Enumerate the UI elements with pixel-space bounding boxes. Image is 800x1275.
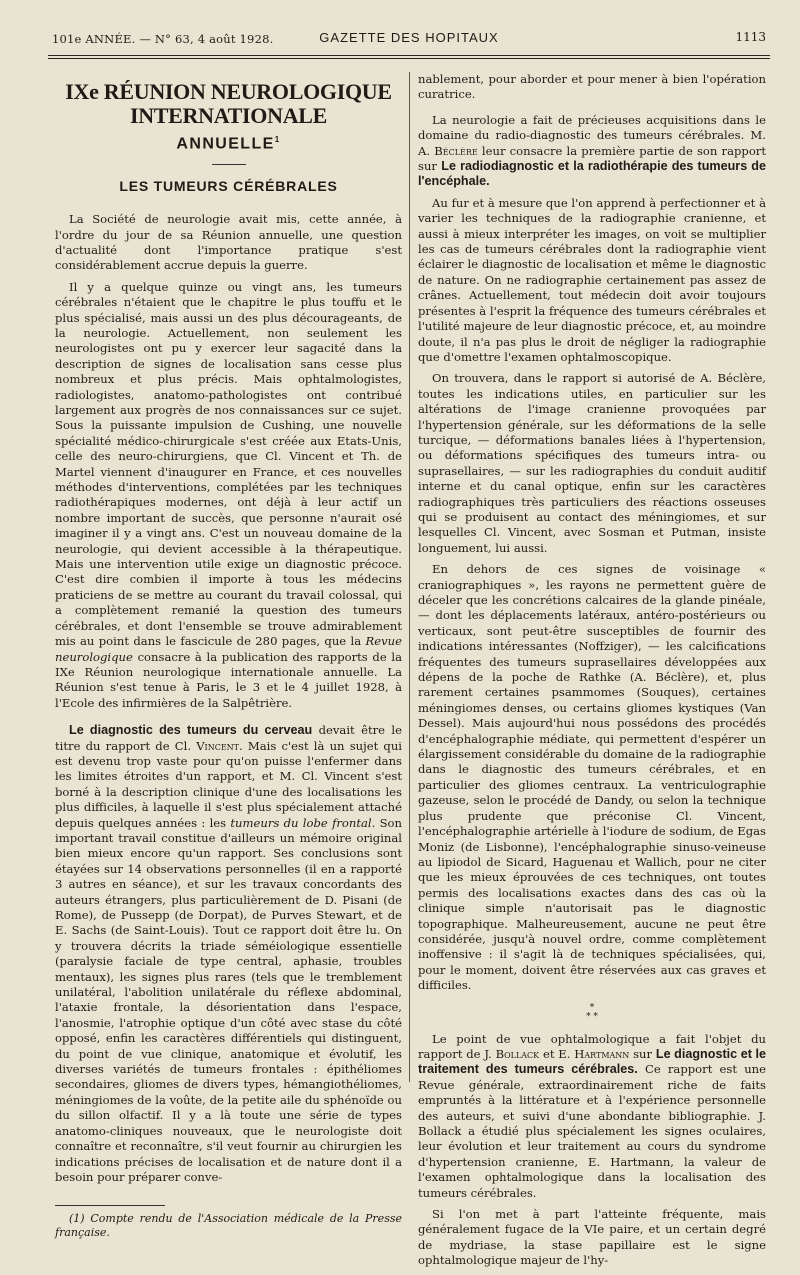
paragraph-text: Il y a quelque quinze ou vingt ans, les tumeurs cérébrales n'étaient que le chapitre le plus touffu et le plus spécialisé, mais aussi un des plus décourageants, de la neurologie. Actuellement, non seulement les neurologistes ont pu y exercer leur sagacité dans la description de signes de localisation sans cesse plus nombreux et plus précis. Mais ophtalmologistes, radiologistes, anatomo-pathologistes ont contribué largement aux progrès de nos connaissances sur ce sujet. Sous la puissante impulsion de Cushing, une nouvelle spécialité médico-chirurgicale s'est créée aux Etats-Unis, celle des neuro-chirurgiens, que Cl. Vincent et Th. de Martel viennent d'inaugurer en France, et ces nouvelles méthodes d'interventions, complétées par les techniques radiothérapiques modernes, ont déjà à leur actif un nombre important de succès, que personne n'aurait osé imaginer il y a vingt ans. C'est un nouveau domaine de la neurologie, qui devient accessible à la thérapeutique. Mais une intervention utile exige un diagnostic précoce. C'est dire combien il importe à tous les médecins praticiens de se mettre au courant du travail colossal, qui a complètement remanié la question des tumeurs cérébrales, et dont l'ensemble se trouve admirablement mis au point dans le fascicule de 280 pages, que la (55, 279, 402, 649)
paragraph-text: devait être le titre du rapport de Cl. (55, 723, 402, 753)
paragraph (55, 280, 402, 711)
paragraph: Au fur et à mesure que l'on apprend à perfectionner et à varier les techniques de la radiographie cranienne, et aussi à mieux interpréter les images, on voit se multiplier les cas de tumeurs cérébrales dont la radiographie vient éclairer le diagnostic de localisation et même le diagnostic de nature. On ne radiographie certainement pas assez de crânes. Actuellement, tout médecin doit avoir toujours présentes à l'esprit la fréquence des tumeurs cérébrales et l'utilité majeure de leur diagnostic précoce, et, au moindre doute, il n'a pas plus le droit de négliger la radiographie que d'omettre l'examen ophtalmoscopique. (418, 195, 766, 364)
author-name: Hartmann (574, 1046, 630, 1061)
right-column (418, 72, 766, 1275)
footnote: (1) Compte rendu de l'Association médicale de la Presse française. (55, 1212, 402, 1240)
author-name: Bollack (495, 1046, 540, 1061)
author-name: Béclère (434, 143, 478, 158)
report-title: Le radiodiagnostic et la radiothérapie des tumeurs de l'encéphale. (418, 159, 766, 189)
article-title (55, 80, 402, 128)
paragraph-text: Ce rapport est une Revue générale, extraordinairement riche de faits empruntés à la littérature et à l'expérience personnelle des auteurs, et suivi d'une abondante bibliographie. J. Bollack a étudié plus spécialement les signes oculaires, leur évolution et leur traitement au cours du syndrome d'hypertension cranienne, E. Hartmann, la valeur de l'examen ophtalmologique dans la localisation des tumeurs cérébrales. (418, 1062, 766, 1200)
paragraph-text: La neurologie a fait de précieuses acquisitions dans le domaine du radio-diagnostic des tumeurs cérébrales. M. A. (418, 112, 766, 158)
header-rule (48, 55, 770, 56)
journal-title: GAZETTE DES HOPITAUX (319, 30, 499, 45)
issue-info: 101e ANNÉE. — N° 63, 4 août 1928. (52, 32, 274, 46)
report-title: Le diagnostic et le traitement des tumeurs cérébrales. (418, 1046, 767, 1077)
paragraph: nablement, pour aborder et pour mener à bien l'opération curatrice. (418, 72, 766, 102)
author-name: Vincent (196, 738, 240, 753)
column-divider (409, 72, 410, 1082)
paragraph-text: . Son important travail constitue d'ailleurs un mémoire original bien mieux encore qu'un rapport. Ses conclusions sont étayées sur 14 observations personnelles (il en a rapporté 3 autres en séance), et sur les travaux concordants des auteurs étrangers, plus particulièrement de D. Pisani (de Rome), de Pussepp (de Dorpat), de Purves Stewart, et de E. Sachs (de Saint-Louis). Tout ce rapport doit être lu. On y trouvera décrits la triade séméiologique essentielle (paralysie faciale de type central, aphasie, troubles mentaux), les signes plus rares (tels que le tremblement unilatéral, l'abolition unilatérale du réflexe abdominal, l'ataxie frontale, la désorientation dans l'espace, l'anosmie, l'atrophie optique d'un côté avec stase du côté opposé, enfin les caractères différentiels qui distinguent, du point de vue clinique, anatomique et évolutif, les diverses variétés de tumeurs frontales : épithéliomes secondaires, gliomes de divers types, hémangiothéliomes, méningiomes de la voûte, de la petite aile du sphénoïde ou du sillon olfactif. Il y a là toute une série de types anatomo-cliniques nouveaux, que le neurologiste doit connaître et reconnaître, s'il veut fournir au chirurgien les indications précises de localisation et de nature dont il a besoin pour préparer conve- (55, 815, 402, 1184)
article-title-line1: IXe RÉUNION NEUROLOGIQUE INTERNATIONALE (65, 79, 392, 128)
separator-star: * (589, 1002, 595, 1013)
left-column (55, 72, 402, 1246)
journal-name: Revue neurologique (55, 634, 403, 664)
section-title: LES TUMEURS CÉRÉBRALES (119, 177, 338, 194)
paragraph: Si l'on met à part l'atteinte fréquente, mais généralement fugace de la VIe paire, et un certain degré de mydriase, la stase papillaire est le signe ophtalmologique majeur de l'hy- (418, 1207, 766, 1268)
header-rule-2 (48, 58, 770, 59)
paragraph-text: leur consacre la première partie de son rapport sur (418, 143, 767, 174)
paragraph (418, 113, 766, 190)
paragraph: On trouvera, dans le rapport si autorisé de A. Béclère, toutes les indications utiles, en particulier sur les altérations de l'image cranienne provoquées par l'hypertension générale, sur les déformations de la selle turcique, — déformations banales liées à l'hypertension, ou déformations spécifiques des tumeurs intra- ou suprasellaires, — sur les radiographies du conduit auditif interne et du canal optique, enfin sur les caractères radiographiques très particuliers des réactions osseuses qui se produisent au contact des méningiomes, et sur lesquelles Cl. Vincent, avec Sosman et Putman, insiste longuement, lui aussi. (418, 371, 766, 555)
page-number: 1113 (735, 30, 766, 44)
paragraph (418, 1032, 766, 1201)
paragraph-text: consacre à la publication des rapports de la IXe Réunion neurologique internationale annuelle. La Réunion s'est tenue à Paris, le 3 et le 4 juillet 1928, à l'Ecole des infirmières de la Salpêtrière. (55, 649, 402, 710)
title-rule (212, 164, 246, 165)
paragraph-text: et E. (542, 1046, 571, 1061)
paragraph-text: sur (633, 1046, 653, 1061)
paragraph: En dehors de ces signes de voisinage « craniographiques », les rayons ne permettent guère de déceler que les concrétions calcaires de la glande pinéale, — dont les déplacements latéraux, antéro-postérieurs ou verticaux, sont peut-être susceptibles de fournir des indications intéressantes (Noffziger), — les calcifications fréquentes des tumeurs suprasellaires développées aux dépens de la poche de Rathke (A. Béclère), et, plus rarement certaines psammomes (Souques), certaines méningiomes denses, ou certains gliomes kystiques (Van Dessel). Mais aujourd'hui nous possédons des procédés d'encéphalographie médiate, qui permettent d'espérer un élargissement considérable du domaine de la radiographie dans le diagnostic des tumeurs cérébrales, et en particulier des gliomes centraux. La ventriculographie gazeuse, selon le procédé de Dandy, ou selon la technique plus prudente que préconise Cl. Vincent, l'encéphalographie artérielle à l'iodure de sodium, de Egas Moniz (de Lisbonne), l'encéphalographie sinuso-veineuse au lipiodol de Sicard, Haguenau et Wallich, pour ne citer que les mieux éprouvées de ces techniques, ont toutes permis des localisations exactes dans des cas où la clinique simple n'autorisait pas le diagnostic topographique. Malheureusement, aucune ne peut être considérée, jusqu'à nouvel ordre, comme complètement inoffensive : il s'agit là de techniques spécialisées, qui, pour le moment, doivent être réservées aux cas graves et difficiles. (418, 562, 766, 993)
report-title: Le diagnostic des tumeurs du cerveau (69, 723, 313, 738)
footnote-marker: 1 (274, 135, 281, 144)
paragraph-text: . Mais c'est là un sujet qui est devenu trop vaste pour qu'on puisse l'enfermer dans les limites étroites d'un rapport, et M. Cl. Vincent s'est borné à la description clinique d'une des localisations les plus difficiles, à laquelle il s'est plus spécialement attaché depuis quelques années : les (55, 738, 402, 830)
article-subtitle (55, 132, 402, 152)
paragraph-text: Le point de vue ophtalmologique a fait l'objet du rapport de J. (418, 1031, 766, 1061)
footnote-rule (55, 1205, 165, 1206)
separator-stars: * * (586, 1011, 598, 1022)
paragraph: La Société de neurologie avait mis, cette année, à l'ordre du jour de sa Réunion annuelle, une question d'actualité dont l'importance pratique s'est considérablement accrue depuis la guerre. (55, 212, 402, 273)
emphasis-text: tumeurs du lobe frontal (230, 815, 372, 830)
paragraph (55, 723, 402, 1185)
article-title-line2: ANNUELLE (176, 135, 275, 153)
section-separator (418, 1004, 766, 1022)
page-header (52, 30, 766, 52)
